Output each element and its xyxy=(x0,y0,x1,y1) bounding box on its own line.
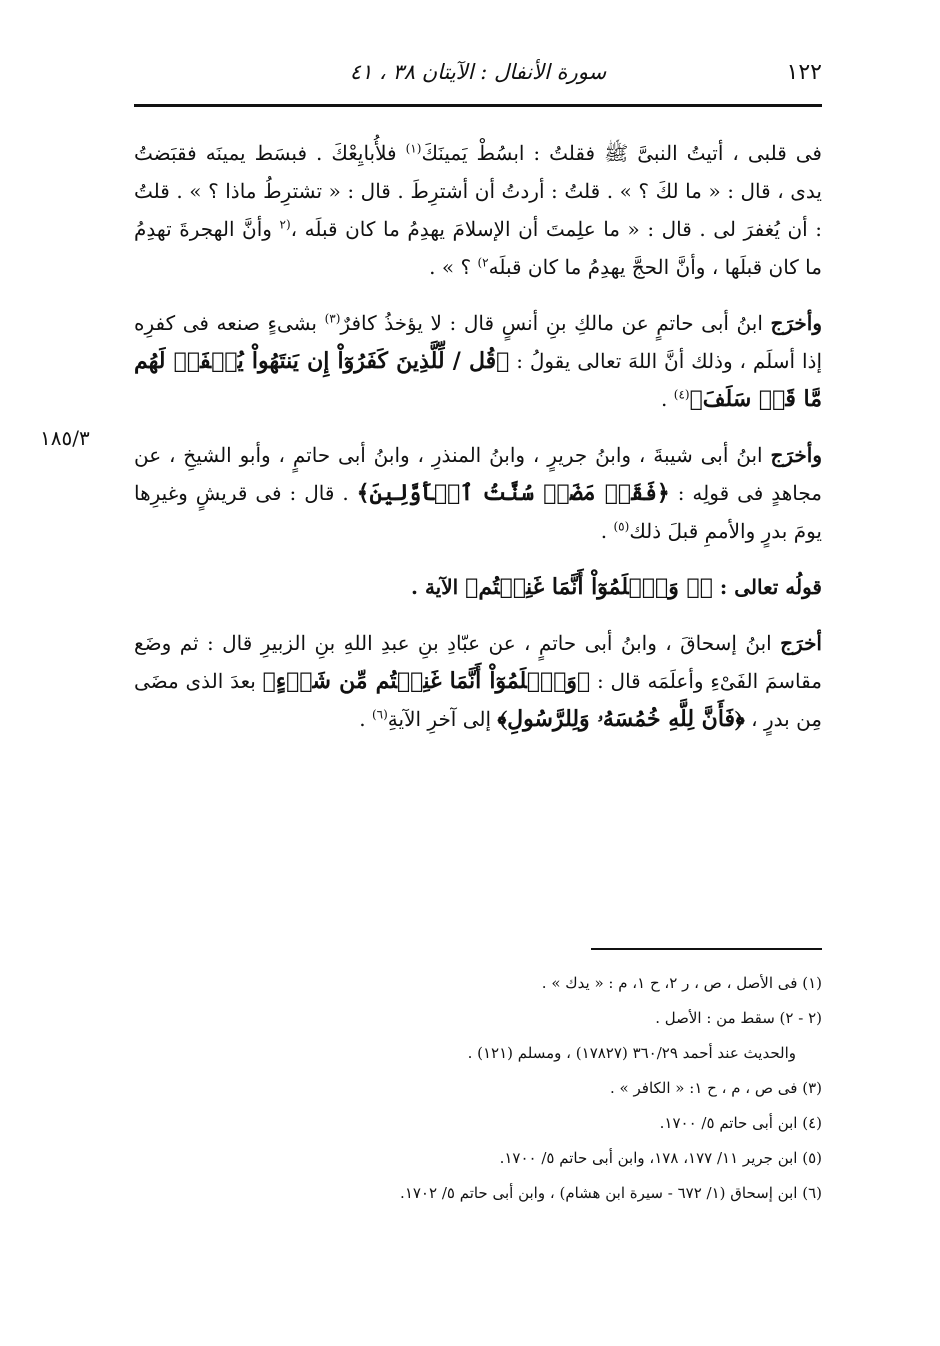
paragraph-text: وأنَّ الهجرةَ تهدِمُ ما كان قبلَها ، وأنَّ الحجَّ يهدِمُ ما كان قبلَه xyxy=(134,217,822,279)
footnote-ref: ٢) xyxy=(477,255,489,270)
page-header xyxy=(134,54,822,94)
paragraph-text: . xyxy=(359,707,372,731)
running-title: سورة الأنفال : الآيتان ٣٨ ، ٤١ xyxy=(349,60,607,84)
main-text xyxy=(134,134,822,756)
page-number: ١٢٢ xyxy=(786,60,822,85)
footnote: (٤) ابن أبى حاتم ٥/ ١٧٠٠. xyxy=(659,1114,822,1132)
quran-verse: ﴿وَٱعۡلَمُوٓاْ أَنَّمَا غَنِمۡتُم مِّن شَىۡءٍ﴾ xyxy=(262,668,591,694)
footnote-ref: (٤) xyxy=(673,387,690,402)
quran-verse: ﴿فَقَدۡ مَضَتۡ سُنَّتُ ٱلۡأَوَّلِينَ﴾ xyxy=(356,480,670,506)
paragraph-text: ابنُ أبى شيبةَ ، وابنُ جريرٍ ، وابنُ المنذرِ ، وابنُ أبى حاتمٍ ، وأبو الشيخِ ، عن مجاهدٍ فى قولِه : xyxy=(134,443,822,505)
verse-heading xyxy=(134,568,822,606)
paragraph-malik xyxy=(134,304,822,418)
footnotes xyxy=(134,966,822,1211)
footnote: والحديث عند أحمد ٣٦٠/٢٩ (١٧٨٢٧) ، ومسلم (١٢١) . xyxy=(467,1044,796,1062)
paragraph-text: الآية . xyxy=(411,575,466,599)
paragraph-lead: وأخرَج xyxy=(770,443,822,467)
paragraph-text: بشىءٍ صنعه فى كفرِه إذا أسلَم ، وذلك أنَّ اللهَ تعالى يقولُ : xyxy=(134,311,823,373)
paragraph-text: فلأُبايِعْكَ . فبسَط يمينَه فقبَضتُ يدى ، قال : « ما لكَ ؟ » . قلتُ : أردتُ أن أشترِطَ . قال : « تشترِطُ ماذا ؟ » . قلتُ : أن يُغفرَ لى . قال : « ما علِمتَ أن الإسلامَ يهدِمُ ما كان قبلَه ، xyxy=(134,141,822,241)
paragraph-text: ابنُ إسحاقَ ، وابنُ أبى حاتمٍ ، عن عبّادِ بنِ عبدِ اللهِ بنِ الزبيرِ قال : ثم وضَع مقاسمَ الفَىْءِ وأعلَمَه قال : xyxy=(134,631,822,693)
footnote: (٢ - ٢) سقط من : الأصل . xyxy=(655,1009,822,1027)
footnote-ref: (١) xyxy=(405,141,422,156)
quran-verse: ﴿قُل / لِّلَّذِينَ كَفَرُوٓاْ إِن يَنتَهُواْ يُغۡفَرۡ لَهُم مَّا قَدۡ سَلَفَ﴾ xyxy=(134,348,822,412)
paragraph-text: ؟ » . xyxy=(429,255,478,279)
paragraph-text: فى قلبى ، أتيتُ النبىَّ ﷺ فقلتُ : ابسُطْ يَمينَكَ xyxy=(421,141,822,165)
quran-verse: ﴿۞ وَٱعۡلَمُوٓاْ أَنَّمَا غَنِمۡتُم﴾ xyxy=(465,574,713,600)
paragraph-hadith xyxy=(134,134,822,286)
footnote: (١) فى الأصل ، ص ، ر ٢، ح ١، م : « يدك » . xyxy=(541,974,822,992)
footnote-rule xyxy=(591,948,822,950)
heading-lead: قولُه تعالى : xyxy=(712,575,822,599)
paragraph-text: ابنُ أبى حاتمٍ عن مالكِ بنِ أنسٍ قال : لا يؤخذُ كافرٌ xyxy=(340,311,771,335)
paragraph-text: . xyxy=(661,387,674,411)
paragraph-mujahid xyxy=(134,436,822,550)
paragraph-text: إلى آخرِ الآيةِ xyxy=(387,707,498,731)
paragraph-text: بعدَ الذى مضَى مِن بدرٍ ، xyxy=(134,669,822,731)
paragraph-lead: أخرَج xyxy=(780,631,822,655)
footnote-ref: (٢ xyxy=(279,217,291,232)
footnote-ref: (٥) xyxy=(613,519,630,534)
paragraph-text: . قال : فى قريشٍ وغيرِها يومَ بدرٍ والأممِ قبلَ ذلك xyxy=(134,481,822,543)
footnote: (٥) ابن جرير ١١/ ١٧٧، ١٧٨، وابن أبى حاتم ٥/ ١٧٠٠. xyxy=(499,1149,822,1167)
footnote: (٦) ابن إسحاق (١/ ٦٧٢ - سيرة ابن هشام) ، وابن أبى حاتم ٥/ ١٧٠٢. xyxy=(400,1184,822,1202)
footnote: (٣) فى ص ، م ، ح ١: « الكافر » . xyxy=(610,1079,822,1097)
paragraph-lead: وأخرَج xyxy=(770,311,822,335)
margin-reference: ١٨٥/٣ xyxy=(40,426,90,450)
quran-verse: ﴿فَأَنَّ لِلَّهِ خُمُسَهُۥ وَلِلرَّسُولِ﴾ xyxy=(497,706,745,732)
footnote-ref: (٦) xyxy=(371,707,388,722)
header-rule xyxy=(134,104,822,107)
paragraph-ibn-ishaq xyxy=(134,624,822,738)
paragraph-text: . xyxy=(600,519,614,543)
footnote-ref: (٣) xyxy=(324,311,341,326)
